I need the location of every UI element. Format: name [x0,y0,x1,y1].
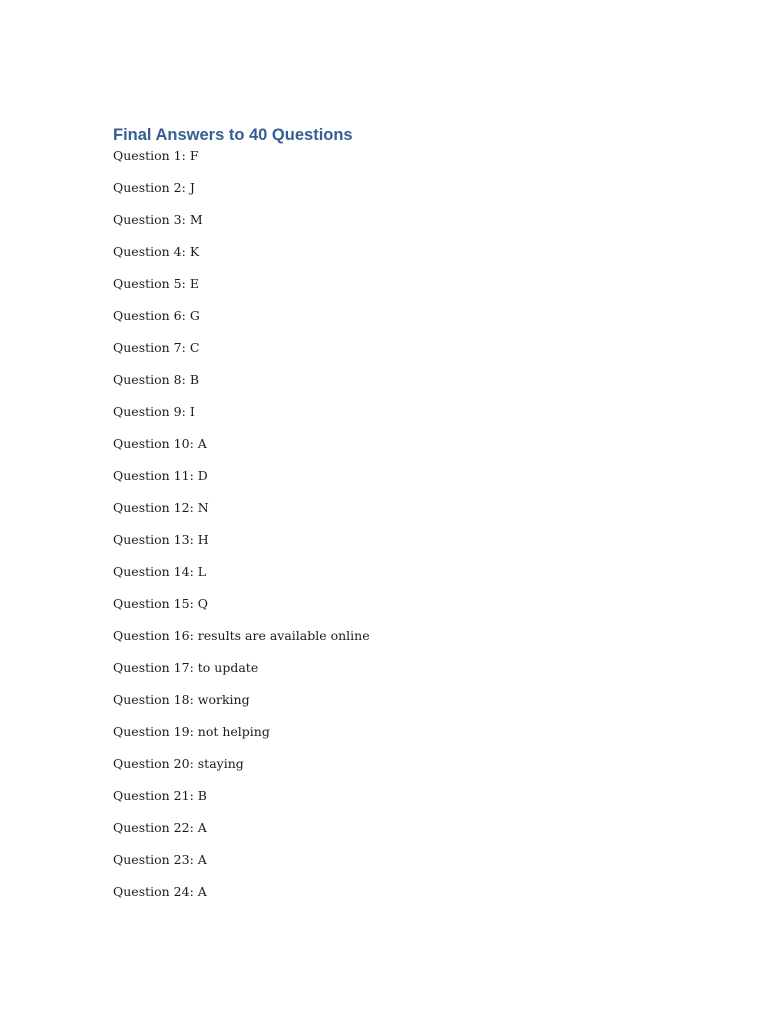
answer-line-8: Question 8: B [113,372,200,387]
answer-line-17: Question 17: to update [113,660,259,675]
answer-line-14: Question 14: L [113,564,207,579]
answer-line-16: Question 16: results are available online [113,628,370,643]
answer-line-1: Question 1: F [113,148,199,163]
answer-line-2: Question 2: J [113,180,195,195]
answer-line-20: Question 20: staying [113,756,244,771]
answer-line-3: Question 3: M [113,212,203,227]
answer-line-11: Question 11: D [113,468,208,483]
answer-list [113,146,673,902]
answer-line-6: Question 6: G [113,308,200,323]
answer-line-22: Question 22: A [113,820,207,835]
answer-line-23: Question 23: A [113,852,207,867]
answer-line-4: Question 4: K [113,244,200,259]
answer-line-5: Question 5: E [113,276,199,291]
answer-line-24: Question 24: A [113,884,207,899]
answer-line-10: Question 10: A [113,436,207,451]
document-body [113,124,673,914]
answer-line-9: Question 9: I [113,404,195,419]
answer-line-18: Question 18: working [113,692,250,707]
answer-line-13: Question 13: H [113,532,209,547]
answer-line-7: Question 7: C [113,340,200,355]
answer-line-15: Question 15: Q [113,596,209,611]
document-title: Final Answers to 40 Questions [113,126,353,144]
answer-line-19: Question 19: not helping [113,724,270,739]
answer-line-21: Question 21: B [113,788,207,803]
answer-line-12: Question 12: N [113,500,209,515]
